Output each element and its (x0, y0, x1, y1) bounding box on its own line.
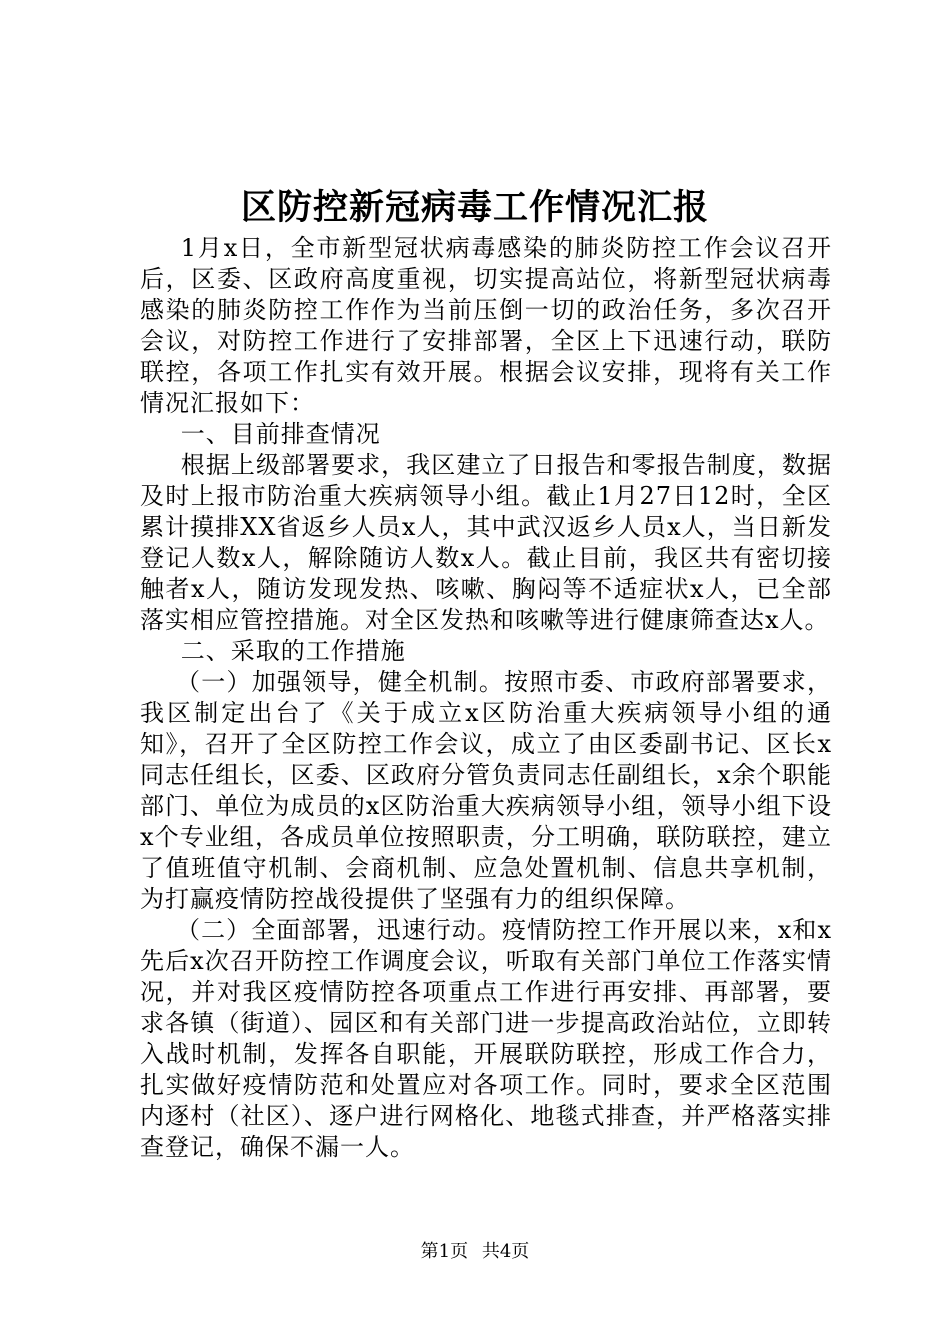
intro-paragraph: 1月x日，全市新型冠状病毒感染的肺炎防控工作会议召开后，区委、区政府高度重视，切实提高站位，将新型冠状病毒感染的肺炎防控工作作为当前压倒一切的政治任务，多次召开会议，对防控工作进行了安排部署，全区上下迅速行动，联防联控，各项工作扎实有效开展。根据会议安排，现将有关工作情况汇报如下： (140, 234, 832, 417)
page-total: 共4页 (481, 1241, 530, 1262)
section-2-item-1-paragraph: （一）加强领导，健全机制。按照市委、市政府部署要求，我区制定出台了《关于成立x区防治重大疾病领导小组的通知》，召开了全区防控工作会议，成立了由区委副书记、区长x同志任组长，区委、区政府分管负责同志任副组长，x余个职能部门、单位为成员的x区防治重大疾病领导小组，领导小组下设x个专业组，各成员单位按照职责，分工明确，联防联控，建立了值班值守机制、会商机制、应急处置机制、信息共享机制，为打赢疫情防控战役提供了坚强有力的组织保障。 (140, 668, 832, 913)
section-2-heading: 二、采取的工作措施 (180, 637, 406, 665)
page-title: 区防控新冠病毒工作情况汇报 (240, 187, 709, 228)
section-1-heading: 一、目前排查情况 (180, 420, 381, 448)
section-1-paragraph: 根据上级部署要求，我区建立了日报告和零报告制度，数据及时上报市防治重大疾病领导小组。截止1月27日12时，全区累计摸排XX省返乡人员x人，其中武汉返乡人员x人，当日新发登记人数x人，解除随访人数x人。截止目前，我区共有密切接触者x人，随访发现发热、咳嗽、胸闷等不适症状x人，已全部落实相应管控措施。对全区发热和咳嗽等进行健康筛查达x人。 (140, 451, 832, 634)
section-2-item-2-paragraph: （二）全面部署，迅速行动。疫情防控工作开展以来，x和x先后x次召开防控工作调度会议，听取有关部门单位工作落实情况，并对我区疫情防控各项重点工作进行再安排、再部署，要求各镇（街道）、园区和有关部门进一步提高政治站位，立即转入战时机制，发挥各自职能，开展联防联控，形成工作合力，扎实做好疫情防范和处置应对各项工作。同时，要求全区范围内逐村（社区）、逐户进行网格化、地毯式排查，并严格落实排查登记，确保不漏一人。 (140, 916, 832, 1161)
page-number: 第1页 (420, 1241, 469, 1262)
page-footer (0, 1239, 950, 1265)
document-body (140, 233, 832, 1163)
